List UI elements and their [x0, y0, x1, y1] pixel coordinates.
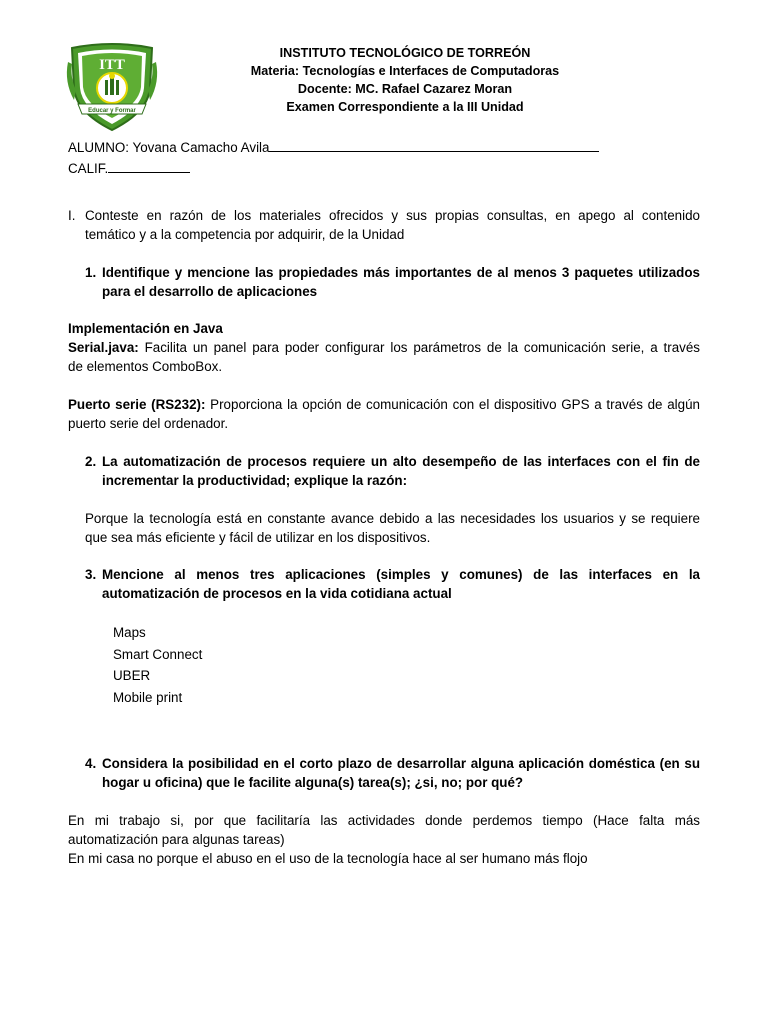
list-item: UBER	[113, 668, 151, 683]
question-1-line-2: para el desarrollo de aplicaciones	[102, 284, 318, 299]
section-instructions	[85, 206, 700, 244]
grade-blank-line	[108, 159, 190, 173]
instruction-line-2: temático y a la competencia por adquirir, de la Unidad	[85, 227, 405, 242]
answer-4-line-3: En mi casa no porque el abuso en el uso de la tecnología hace al ser humano más flojo	[68, 851, 588, 866]
question-3	[102, 565, 700, 603]
serial-text-2: de elementos ComboBox.	[68, 359, 223, 374]
svg-text:Educar y Formar: Educar y Formar	[88, 108, 136, 114]
question-1-number: 1.	[85, 265, 97, 280]
answer-2-line-2: que sea más eficiente y fácil de utilizar en los dispositivos.	[85, 530, 431, 545]
question-2-line-2: incrementar la productividad; explique la razón:	[102, 473, 408, 488]
student-name-row	[68, 137, 708, 158]
institution-name: INSTITUTO TECNOLÓGICO DE TORREÓN	[279, 46, 531, 60]
grade-row	[68, 158, 708, 179]
answer-2	[85, 509, 700, 547]
question-1	[102, 263, 700, 301]
answer-2-line-1: Porque la tecnología está en constante avance debido a las necesidades los usuarios y se requiere	[85, 511, 700, 526]
question-3-number: 3.	[85, 567, 97, 582]
question-2-number: 2.	[85, 454, 97, 469]
name-blank-line	[269, 138, 599, 152]
answer-1	[68, 319, 700, 433]
question-3-line-1: Mencione al menos tres aplicaciones (simples y comunes) de las interfaces en la	[102, 567, 700, 582]
puerto-text-2: puerto serie del ordenador.	[68, 416, 229, 431]
question-3-line-2: automatización de procesos en la vida cotidiana actual	[102, 586, 452, 601]
serial-line-1	[68, 338, 700, 357]
question-2	[102, 452, 700, 490]
question-4-number: 4.	[85, 756, 97, 771]
answer-4-line-1: En mi trabajo si, por que facilitaría las actividades donde perdemos tiempo (Hace falta más	[68, 813, 700, 828]
serial-label: Serial.java:	[68, 340, 139, 355]
question-4-line-1: Considera la posibilidad en el corto plazo de desarrollar alguna aplicación doméstica (en su	[102, 756, 700, 771]
teacher-line: Docente: MC. Rafael Cazarez Moran	[297, 82, 513, 96]
svg-text:ITT: ITT	[99, 57, 125, 73]
list-item: Smart Connect	[113, 646, 203, 662]
itt-logo	[64, 42, 160, 134]
grade-label: CALIF.	[68, 161, 109, 176]
serial-text-1: Facilita un panel para poder configurar los parámetros de la comunicación serie, a través	[138, 340, 700, 355]
section-numeral: I.	[68, 208, 76, 223]
puerto-label: Puerto serie (RS232):	[68, 397, 206, 412]
student-name: ALUMNO: Yovana Camacho Avila	[68, 140, 270, 155]
question-2-line-1: La automatización de procesos requiere un alto desempeño de las interfaces con el fin de	[102, 454, 700, 469]
subject-line: Materia: Tecnologías e Interfaces de Computadoras	[250, 64, 560, 78]
apps-list	[113, 622, 202, 708]
impl-title: Implementación en Java	[68, 321, 223, 336]
question-4-line-2: hogar u oficina) que le facilite alguna(s) tarea(s); ¿si, no; por qué?	[102, 775, 524, 790]
question-4	[102, 754, 700, 792]
puerto-line-1	[68, 395, 700, 414]
puerto-text-1: Proporciona la opción de comunicación con el dispositivo GPS a través de algún	[205, 397, 700, 412]
list-item: Mobile print	[113, 689, 183, 705]
question-1-line-1: Identifique y mencione las propiedades más importantes de al menos 3 paquetes utilizados	[102, 265, 700, 280]
student-info	[68, 137, 708, 179]
answer-4	[68, 811, 700, 868]
answer-4-line-2: automatización para algunas tareas)	[68, 832, 285, 847]
list-item: Maps	[113, 625, 146, 640]
instruction-line-1: Conteste en razón de los materiales ofrecidos y sus propias consultas, en apego al contenido	[85, 208, 700, 223]
exam-line: Examen Correspondiente a la III Unidad	[286, 100, 524, 114]
exam-header	[200, 44, 610, 116]
